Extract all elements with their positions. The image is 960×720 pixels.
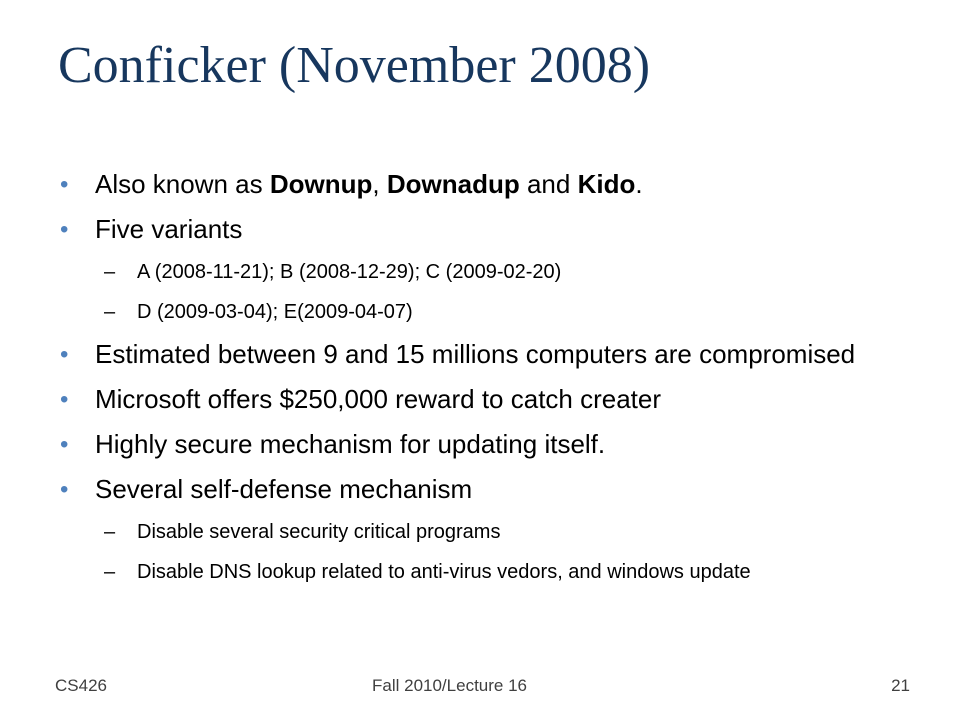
bullet-text: Five variants [95, 214, 243, 244]
bullet-icon: • [60, 341, 69, 368]
bullet-text: Estimated between 9 and 15 millions computers are compromised [95, 339, 856, 369]
footer-lecture: Fall 2010/Lecture 16 [372, 676, 527, 695]
sub-bullet-text: D (2009-03-04); E(2009-04-07) [137, 301, 413, 323]
bullet-icon: • [60, 386, 69, 413]
bullet-item [60, 474, 920, 505]
bullet-item [60, 169, 920, 200]
bullet-text: Highly secure mechanism for updating itself. [95, 429, 606, 459]
sub-bullet-item [104, 299, 920, 325]
sub-bullet-text: Disable several security critical programs [137, 521, 501, 543]
bullet-icon: • [60, 171, 69, 198]
bullet-text: Several self-defense mechanism [95, 474, 473, 504]
dash-icon: – [104, 521, 116, 543]
bullet-icon: • [60, 216, 69, 243]
sub-bullet-text: A (2008-11-21); B (2008-12-29); C (2009-02-20) [137, 261, 562, 283]
bullet-text-bold: Downadup [386, 169, 520, 199]
bullet-text: Microsoft offers $250,000 reward to catch creater [95, 384, 662, 414]
bullet-text-plain: and [519, 169, 578, 199]
bullet-text-bold: Kido [577, 169, 636, 199]
footer-page-number: 21 [891, 676, 910, 695]
bullet-item [60, 214, 920, 245]
bullet-text-bold: Downup [269, 169, 373, 199]
sub-bullet-item [104, 259, 920, 285]
sub-bullet-text: Disable DNS lookup related to anti-virus vedors, and windows update [137, 561, 751, 583]
footer-course: CS426 [55, 676, 107, 695]
slide-title: Conficker (November 2008) [58, 37, 651, 94]
sub-bullet-item [104, 559, 920, 585]
bullet-text-plain: , [372, 169, 387, 199]
bullet-list [0, 165, 960, 585]
bullet-icon: • [60, 431, 69, 458]
dash-icon: – [104, 561, 116, 583]
dash-icon: – [104, 301, 116, 323]
bullet-icon: • [60, 476, 69, 503]
bullet-item [60, 384, 920, 415]
dash-icon: – [104, 261, 116, 283]
bullet-text-plain: Also known as [95, 169, 270, 199]
bullet-item [60, 429, 920, 460]
bullet-text-plain: . [635, 169, 643, 199]
bullet-item [60, 339, 920, 370]
sub-bullet-item [104, 519, 920, 545]
